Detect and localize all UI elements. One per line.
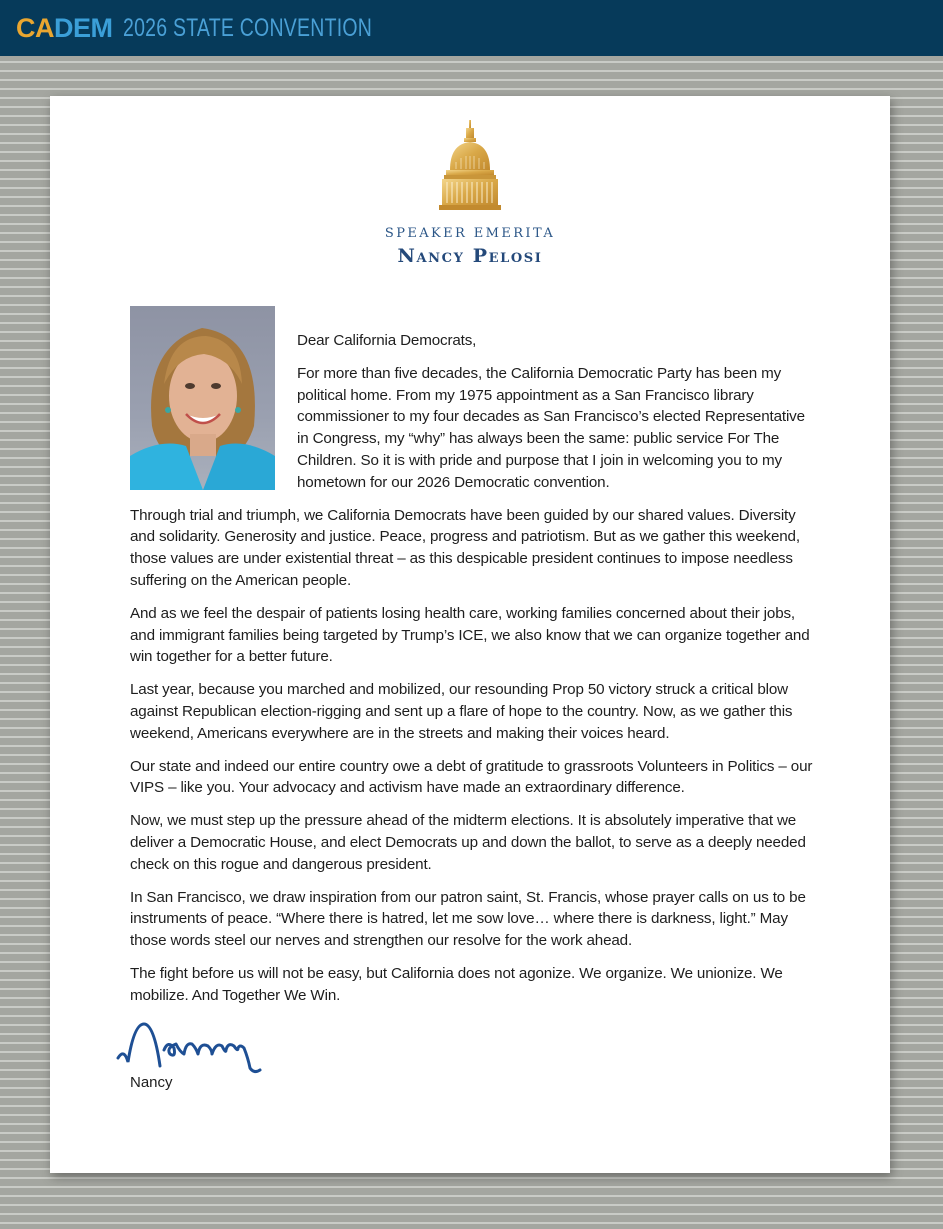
logo-ca: CA: [16, 12, 54, 43]
event-title: 2026 STATE CONVENTION: [122, 13, 372, 42]
letter-paragraph: Last year, because you marched and mobilized, our resounding Prop 50 victory struck a critical blow against Republican election-rigging and sent up a flare of hope to the country. Now, as we gather this weekend, Americans everywhere are in the streets and making their voices heard.: [130, 681, 793, 742]
letter-paragraph: Now, we must step up the pressure ahead of the midterm elections. It is absolutely imperative that we deliver a Democratic House, and elect Democrats up and down the ballot, to serve as a deeply needed check on this rogue and dangerous president.: [130, 812, 806, 873]
letter-intro: For more than five decades, the California Democratic Party has been my political home. From my 1975 appointment as a San Francisco library commissioner to my four decades as San Francisco’s elected Representative in Congress, my “why” has always been the same: public service For The Children. So it is with pride and purpose that I join in welcoming you to my hometown for our 2026 Democratic convention.: [297, 364, 805, 491]
letter-signoff: Nancy: [130, 1074, 173, 1091]
letter-paragraph: And as we feel the despair of patients losing health care, working families concerned about their jobs, and immigrant families being targeted by Trump’s ICE, we also know that we can organize together and win together for a better future.: [130, 604, 810, 666]
letter-paragraph: Our state and indeed our entire country owe a debt of gratitude to grassroots Volunteers in Politics – our VIPS – like you. Your advocacy and activism have made an extraordinary difference.: [130, 757, 813, 797]
letter-paragraph: In San Francisco, we draw inspiration from our patron saint, St. Francis, whose prayer calls on us to be instruments of peace. “Where there is hatred, let me sow love… where there is darkness, light.” May those words steel our nerves and strengthen our resolve for the work ahead.: [130, 888, 806, 950]
letterhead-subtitle: SPEAKER EMERITA: [384, 226, 556, 241]
letter-paragraph: The fight before us will not be easy, but California does not agonize. We organize. We unionize. We mobilize. And Together We Win.: [130, 964, 783, 1004]
letter-paragraph: Through trial and triumph, we California Democrats have been guided by our shared values. Diversity and solidarity. Generosity and justice. Peace, progress and patriotism. But as we gather this weekend, those values are under existential threat – as this despicable president continues to impose needless suffering on the American people.: [130, 506, 800, 589]
letter-body: [130, 330, 820, 1018]
letter-page: [50, 96, 890, 1173]
letter-salutation: Dear California Democrats,: [297, 332, 477, 349]
handwritten-signature: [114, 1018, 268, 1076]
letterhead-name: Nancy Pelosi: [397, 245, 543, 267]
cadem-logo[interactable]: [16, 13, 113, 44]
logo-dem: DEM: [54, 12, 113, 43]
header-bar: [0, 0, 943, 56]
capitol-dome-icon: [436, 118, 504, 214]
